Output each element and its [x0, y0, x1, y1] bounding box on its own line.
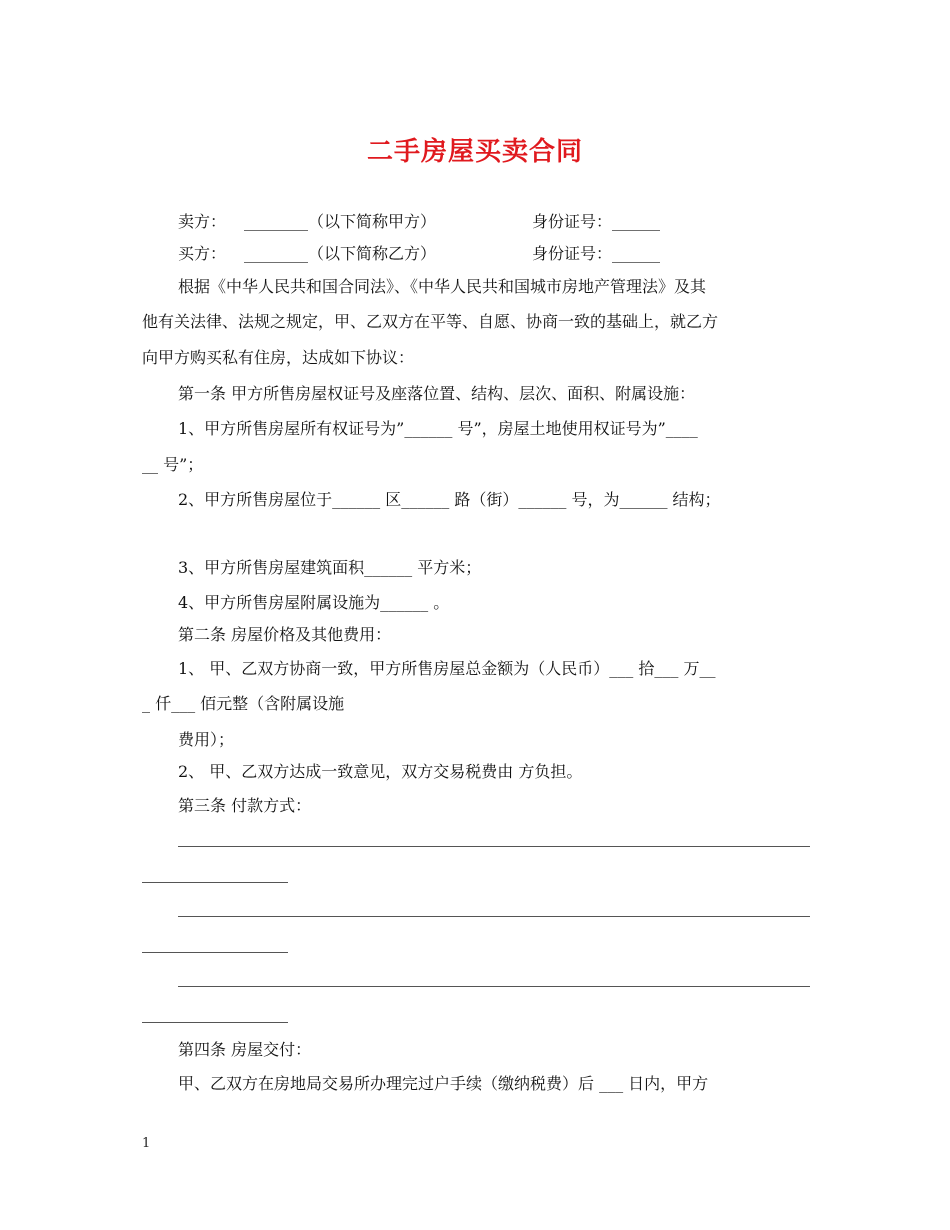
article1-item1-line1: 1、甲方所售房屋所有权证号为”______ 号”，房屋土地使用权证号为”____: [178, 419, 698, 438]
seller-label: 卖方：: [178, 212, 227, 231]
article2-heading: 第二条 房屋价格及其他费用：: [178, 625, 392, 644]
buyer-label: 买方：: [178, 244, 227, 263]
article1-item4: 4、甲方所售房屋附属设施为______ 。: [178, 593, 450, 612]
article4-line-1: 甲、乙双方在房地局交易所办理完过户手续（缴纳税费）后 ___ 日内，甲方: [178, 1074, 709, 1093]
article4-heading: 第四条 房屋交付：: [178, 1040, 312, 1059]
payment-line-3a: [178, 986, 810, 987]
document-title: 二手房屋买卖合同: [366, 137, 583, 167]
preamble-line-3: 向甲方购买私有住房，达成如下协议：: [142, 348, 415, 367]
article2-item2: 2、 甲、乙双方达成一致意见，双方交易税费由 方负担。: [178, 762, 583, 781]
article1-item3: 3、甲方所售房屋建筑面积______ 平方米；: [178, 558, 482, 577]
seller-blank: ________（以下简称甲方）: [244, 212, 437, 231]
payment-line-2b: [142, 952, 288, 953]
article1-item1-line2: __ 号”；: [142, 455, 204, 474]
seller-id: 身份证号：______: [532, 212, 661, 231]
preamble-line-1: 根据《中华人民共和国合同法》、《中华人民共和国城市房地产管理法》及其: [178, 277, 707, 296]
payment-line-1a: [178, 846, 810, 847]
payment-line-3b: [142, 1022, 288, 1023]
article2-item1-line2: _ 仟___ 佰元整（含附属设施: [142, 694, 345, 713]
article2-item1-line3: 费用）；: [178, 730, 235, 749]
page-number: 1: [142, 1136, 151, 1151]
article1-item2: 2、甲方所售房屋位于______ 区______ 路（街）______ 号，为______ 结构；: [178, 490, 721, 509]
buyer-id: 身份证号：______: [532, 244, 661, 263]
article1-heading: 第一条 甲方所售房屋权证号及座落位置、结构、层次、面积、附属设施：: [178, 384, 696, 403]
article2-item1-line1: 1、 甲、乙双方协商一致，甲方所售房屋总金额为（人民币）___ 拾___ 万__: [178, 659, 716, 678]
payment-line-2a: [178, 916, 810, 917]
payment-line-1b: [142, 882, 288, 883]
preamble-line-2: 他有关法律、法规之规定，甲、乙双方在平等、自愿、协商一致的基础上，就乙方: [142, 312, 719, 331]
buyer-blank: ________（以下简称乙方）: [244, 244, 437, 263]
article3-heading: 第三条 付款方式：: [178, 796, 312, 815]
